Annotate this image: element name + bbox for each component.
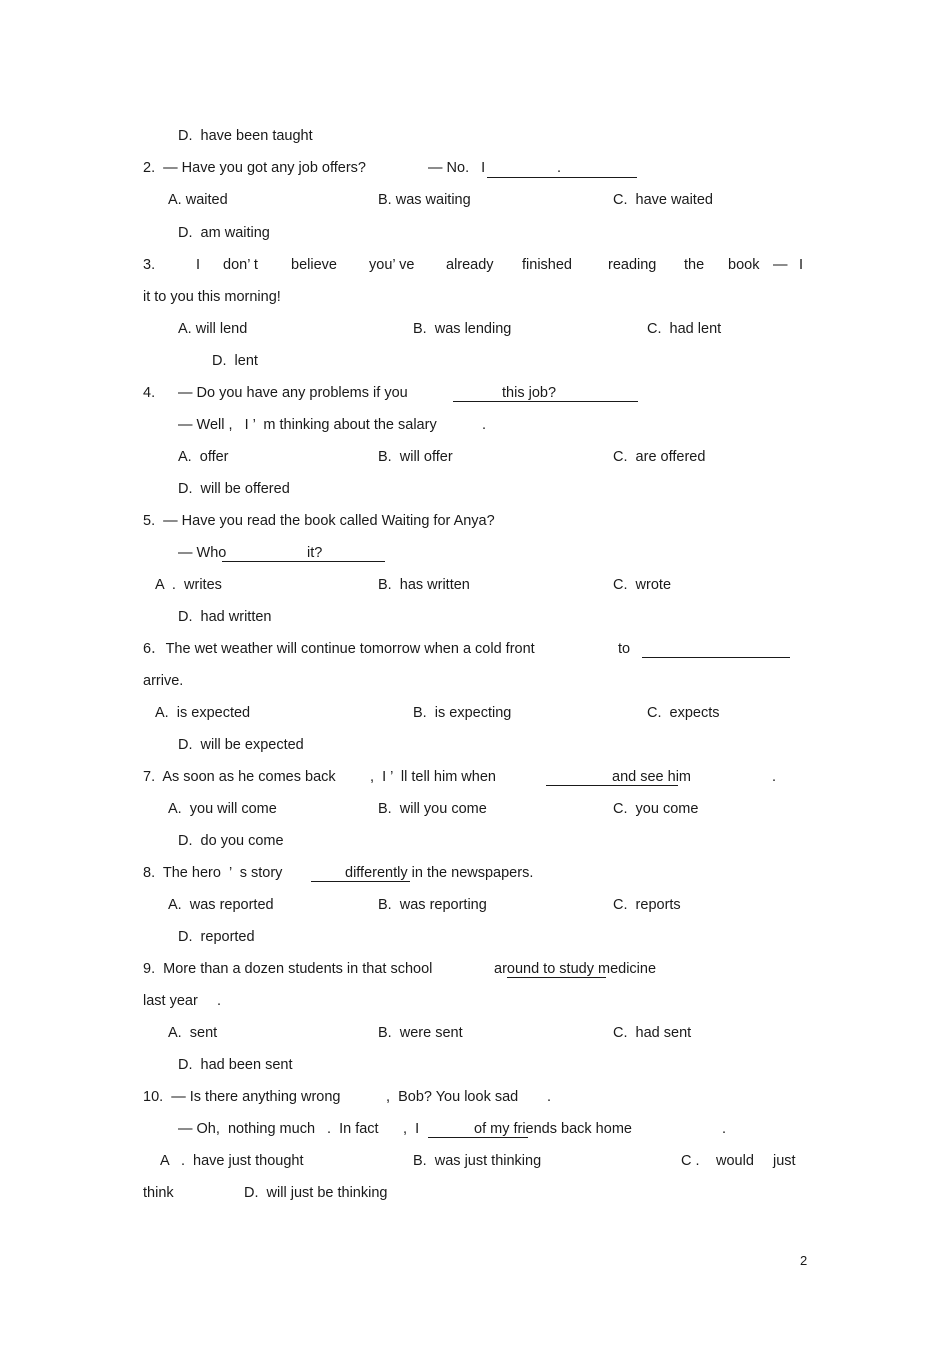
- q10-reply-mid: . In fact: [327, 1121, 379, 1137]
- q10-option-b: B. was just thinking: [413, 1153, 542, 1169]
- q3-word: finished: [522, 257, 572, 273]
- q3-option-a: A. will lend: [178, 321, 248, 337]
- q3-word: the: [684, 257, 705, 273]
- q9-option-a: A. sent: [168, 1025, 218, 1041]
- q3-option-b: B. was lending: [413, 321, 512, 337]
- q2-blank: [487, 177, 637, 178]
- q7-option-c: C. you come: [613, 801, 699, 817]
- q10-stem: 10. — Is there anything wrong: [143, 1089, 341, 1105]
- q6-stem: 6．The wet weather will continue tomorrow when a cold front: [143, 641, 535, 657]
- q4-option-d: D. will be offered: [178, 481, 290, 497]
- q4-option-b: B. will offer: [378, 449, 453, 465]
- q6-blank: [642, 657, 790, 658]
- q10-period: .: [547, 1089, 552, 1105]
- q3-word: I: [196, 257, 201, 273]
- q4-stem: — Do you have any problems if you: [178, 385, 408, 401]
- q8-stem-tail: differently in the newspapers.: [345, 865, 534, 881]
- q2-answer-prompt: — No. I: [428, 160, 486, 176]
- q7-option-d: D. do you come: [178, 833, 284, 849]
- q3-stem-continued: it to you this morning!: [143, 289, 281, 305]
- q9-option-c: C. had sent: [613, 1025, 692, 1041]
- q7-stem: 7. As soon as he comes back: [143, 769, 336, 785]
- q10-option-d: D. will just be thinking: [244, 1185, 388, 1201]
- q9-stem: 9. More than a dozen students in that school: [143, 961, 433, 977]
- q10-option-c-word: would: [716, 1153, 754, 1169]
- q8-option-c: C. reports: [613, 897, 681, 913]
- q10-period-2: .: [722, 1121, 727, 1137]
- q4-option-a: A. offer: [178, 449, 229, 465]
- q10-option-c-label: C .: [681, 1153, 700, 1169]
- q9-option-d: D. had been sent: [178, 1057, 293, 1073]
- q7-option-b: B. will you come: [378, 801, 487, 817]
- page-number: 2: [800, 1253, 808, 1268]
- q3-word: already: [446, 257, 494, 273]
- q3-number: 3.: [143, 257, 156, 273]
- q3-word: reading: [608, 257, 657, 273]
- q3-word: you’ ve: [369, 257, 415, 273]
- q9-option-b: B. were sent: [378, 1025, 463, 1041]
- q8-option-a: A. was reported: [168, 897, 274, 913]
- q5-blank: [222, 561, 385, 562]
- q6-stem-continued: arrive.: [143, 673, 184, 689]
- q2-option-d: D. am waiting: [178, 225, 270, 241]
- q5-option-a: A . writes: [155, 577, 222, 593]
- q9-stem-continued: last year: [143, 993, 198, 1009]
- q8-stem: 8. The hero ’ s story: [143, 865, 283, 881]
- q4-option-c: C. are offered: [613, 449, 706, 465]
- q3-dash: —: [773, 257, 788, 273]
- q5-reply-tail: it?: [307, 545, 323, 561]
- q4-period: .: [482, 417, 487, 433]
- q3-word: don’ t: [223, 257, 258, 273]
- q7-stem-tail: and see him: [612, 769, 691, 785]
- q6-option-d: D. will be expected: [178, 737, 304, 753]
- q10-reply-i: , I: [403, 1121, 420, 1137]
- q5-stem: 5. — Have you read the book called Waiting for Anya?: [143, 513, 495, 529]
- q8-option-d: D. reported: [178, 929, 255, 945]
- q7-option-a: A. you will come: [168, 801, 277, 817]
- q10-reply: — Oh, nothing much: [178, 1121, 316, 1137]
- q10-option-c-word: just: [773, 1153, 796, 1169]
- q6-option-a: A. is expected: [155, 705, 251, 721]
- q6-option-b: B. is expecting: [413, 705, 512, 721]
- q3-word: I: [799, 257, 804, 273]
- q5-option-c: C. wrote: [613, 577, 672, 593]
- q2-period: .: [557, 160, 562, 176]
- q3-word: believe: [291, 257, 337, 273]
- q2-option-b: B. was waiting: [378, 192, 471, 208]
- q10-option-a: A . have just thought: [160, 1153, 304, 1169]
- q9-stem-tail: around to study medicine: [494, 961, 657, 977]
- q3-option-c: C. had lent: [647, 321, 722, 337]
- q5-reply: — Who: [178, 545, 227, 561]
- q10-reply-tail: of my friends back home: [474, 1121, 632, 1137]
- q4-stem-tail: this job?: [502, 385, 557, 401]
- q7-period: .: [772, 769, 777, 785]
- q5-option-b: B. has written: [378, 577, 470, 593]
- q7-stem-mid: , I ’ ll tell him when: [370, 769, 496, 785]
- q2-option-c: C. have waited: [613, 192, 713, 208]
- q4-reply: — Well , I ’ m thinking about the salary: [178, 417, 437, 433]
- q6-option-c: C. expects: [647, 705, 720, 721]
- q2-option-a: A. waited: [168, 192, 228, 208]
- q1-option-d: D. have been taught: [178, 128, 313, 144]
- q8-option-b: B. was reporting: [378, 897, 487, 913]
- q4-number: 4.: [143, 385, 156, 401]
- q3-word: book: [728, 257, 760, 273]
- q5-option-d: D. had written: [178, 609, 272, 625]
- q6-stem-to: to: [618, 641, 631, 657]
- q3-option-d: D. lent: [212, 353, 258, 369]
- q10-option-c-continued: think: [143, 1185, 174, 1201]
- q2-stem: 2. — Have you got any job offers?: [143, 160, 367, 176]
- q10-stem-tail: , Bob? You look sad: [386, 1089, 519, 1105]
- q9-period: .: [217, 993, 222, 1009]
